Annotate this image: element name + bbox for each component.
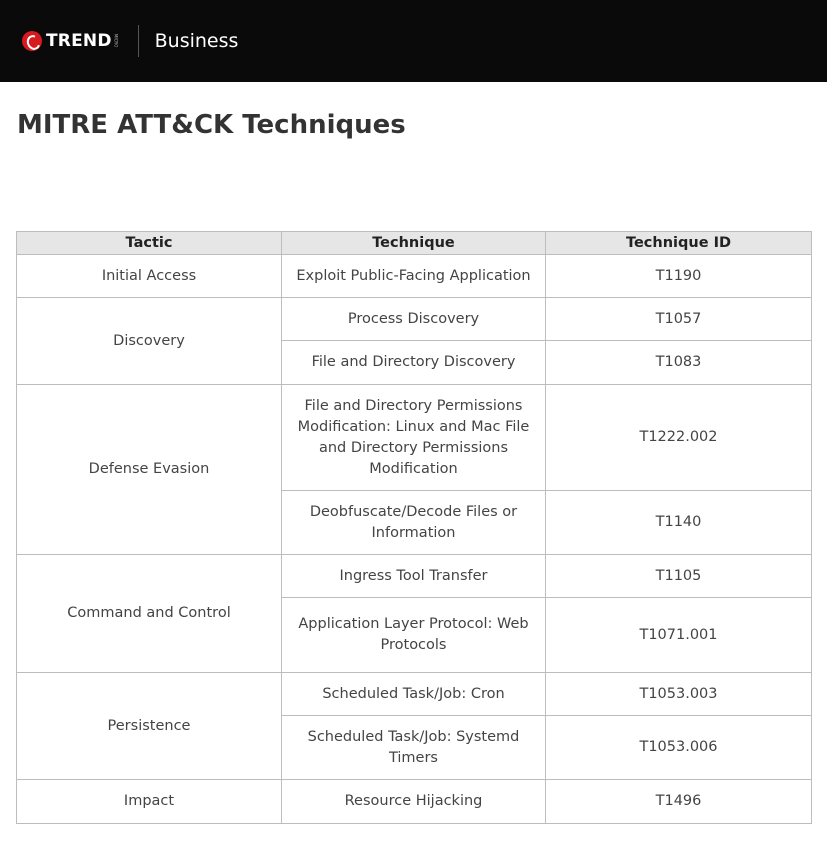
header-technique-id: Technique ID <box>546 232 812 255</box>
table-row <box>17 385 812 491</box>
table-header-row <box>17 232 812 255</box>
mitre-techniques-table <box>16 231 812 824</box>
technique-id-cell: T1190 <box>546 255 812 298</box>
top-bar <box>0 0 827 82</box>
header-divider <box>138 25 139 57</box>
table-row <box>17 673 812 716</box>
technique-cell: Exploit Public-Facing Application <box>282 255 546 298</box>
header-technique: Technique <box>282 232 546 255</box>
table-row <box>17 555 812 598</box>
tactic-cell: Initial Access <box>17 255 282 298</box>
technique-id-cell: T1222.002 <box>546 385 812 491</box>
technique-id-cell: T1496 <box>546 780 812 824</box>
technique-cell: Deobfuscate/Decode Files or Information <box>282 491 546 555</box>
page-title: MITRE ATT&CK Techniques <box>17 110 406 140</box>
tactic-cell: Discovery <box>17 298 282 385</box>
technique-id-cell: T1140 <box>546 491 812 555</box>
trend-logo-icon <box>22 31 42 51</box>
technique-cell: Resource Hijacking <box>282 780 546 824</box>
technique-cell: Process Discovery <box>282 298 546 341</box>
table-row <box>17 255 812 298</box>
tactic-cell: Defense Evasion <box>17 385 282 555</box>
technique-id-cell: T1105 <box>546 555 812 598</box>
technique-id-cell: T1053.006 <box>546 716 812 780</box>
brand-subtitle[interactable]: Business <box>154 30 239 52</box>
technique-cell: File and Directory Permissions Modification: Linux and Mac File and Directory Permissions Modification <box>282 385 546 491</box>
trend-micro-logo[interactable] <box>22 31 118 51</box>
header-tactic: Tactic <box>17 232 282 255</box>
technique-cell: Scheduled Task/Job: Cron <box>282 673 546 716</box>
technique-id-cell: T1071.001 <box>546 598 812 673</box>
tactic-cell: Impact <box>17 780 282 824</box>
technique-id-cell: T1053.003 <box>546 673 812 716</box>
technique-id-cell: T1083 <box>546 341 812 385</box>
tactic-cell: Persistence <box>17 673 282 780</box>
technique-cell: Application Layer Protocol: Web Protocols <box>282 598 546 673</box>
table-row <box>17 298 812 341</box>
tactic-cell: Command and Control <box>17 555 282 673</box>
table-row <box>17 780 812 824</box>
technique-cell: File and Directory Discovery <box>282 341 546 385</box>
logo-micro-text: MICRO <box>113 34 119 48</box>
technique-cell: Scheduled Task/Job: Systemd Timers <box>282 716 546 780</box>
logo-text: TREND <box>46 31 112 51</box>
technique-cell: Ingress Tool Transfer <box>282 555 546 598</box>
technique-id-cell: T1057 <box>546 298 812 341</box>
